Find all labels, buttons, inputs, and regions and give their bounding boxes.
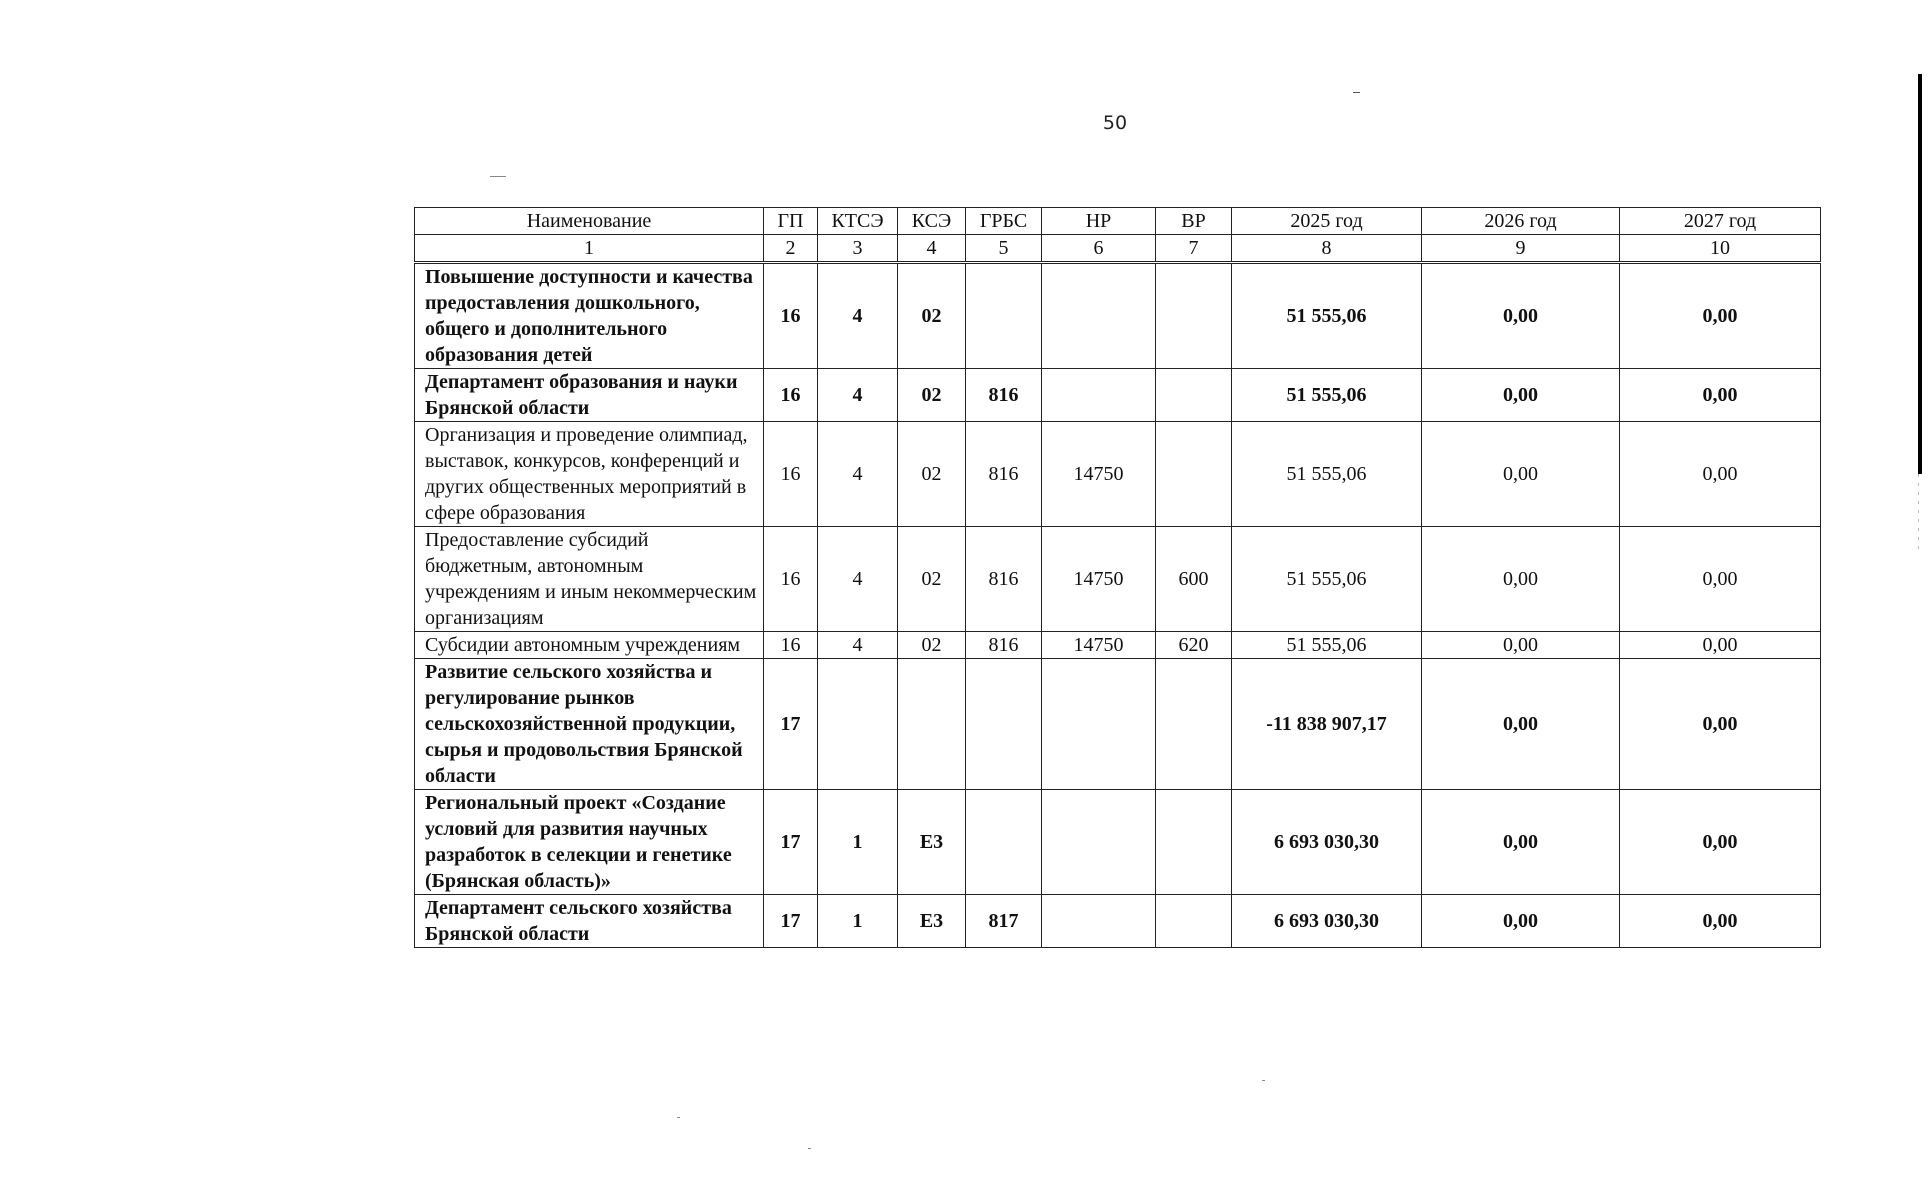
row-name: Региональный проект «Создание условий для развития научных разработок в селекции и генетике (Брянская область)» [415, 790, 764, 895]
row-vr [1156, 263, 1232, 369]
row-nr: 14750 [1042, 632, 1156, 659]
row-grbs: 817 [966, 895, 1042, 948]
row-ktse: 1 [818, 895, 898, 948]
column-number: 8 [1232, 235, 1422, 263]
row-kse: Е3 [898, 790, 966, 895]
row-name: Департамент сельского хозяйства Брянской области [415, 895, 764, 948]
row-2025: 51 555,06 [1232, 422, 1422, 527]
column-number: 9 [1422, 235, 1620, 263]
table-row [415, 659, 1821, 790]
row-gp: 16 [764, 632, 818, 659]
scan-edge-line [1918, 74, 1922, 474]
row-2027: 0,00 [1620, 632, 1821, 659]
row-kse: 02 [898, 632, 966, 659]
budget-table [414, 207, 1821, 948]
column-number: 5 [966, 235, 1042, 263]
header-nr: НР [1042, 208, 1156, 235]
table-row [415, 369, 1821, 422]
row-vr [1156, 369, 1232, 422]
column-number: 3 [818, 235, 898, 263]
header-gp: ГП [764, 208, 818, 235]
row-name: Предоставление субсидий бюджетным, автономным учреждениям и иным некоммерческим организациям [415, 527, 764, 632]
table-row [415, 895, 1821, 948]
row-name: Субсидии автономным учреждениям [415, 632, 764, 659]
row-grbs: 816 [966, 369, 1042, 422]
row-2025: 51 555,06 [1232, 369, 1422, 422]
column-number: 2 [764, 235, 818, 263]
scan-speck [490, 176, 506, 177]
scan-speck [1353, 92, 1360, 93]
row-gp: 17 [764, 790, 818, 895]
header-grbs: ГРБС [966, 208, 1042, 235]
row-nr [1042, 263, 1156, 369]
header-ktse: КТСЭ [818, 208, 898, 235]
row-nr [1042, 369, 1156, 422]
header-name: Наименование [415, 208, 764, 235]
row-2027: 0,00 [1620, 422, 1821, 527]
row-kse: 02 [898, 369, 966, 422]
row-nr: 14750 [1042, 422, 1156, 527]
table-row [415, 527, 1821, 632]
row-ktse: 4 [818, 527, 898, 632]
row-nr: 14750 [1042, 527, 1156, 632]
row-2026: 0,00 [1422, 422, 1620, 527]
row-name: Организация и проведение олимпиад, выставок, конкурсов, конференций и других общественных мероприятий в сфере образования [415, 422, 764, 527]
column-number: 6 [1042, 235, 1156, 263]
row-ktse: 4 [818, 632, 898, 659]
row-2025: 51 555,06 [1232, 527, 1422, 632]
row-kse: 02 [898, 527, 966, 632]
row-ktse: 1 [818, 790, 898, 895]
header-2027: 2027 год [1620, 208, 1821, 235]
row-nr [1042, 895, 1156, 948]
row-vr [1156, 422, 1232, 527]
row-name: Повышение доступности и качества предоставления дошкольного, общего и дополнительного образования детей [415, 263, 764, 369]
row-gp: 16 [764, 263, 818, 369]
row-vr [1156, 895, 1232, 948]
row-2027: 0,00 [1620, 263, 1821, 369]
table-row [415, 632, 1821, 659]
row-nr [1042, 790, 1156, 895]
row-2025: 51 555,06 [1232, 263, 1422, 369]
row-2027: 0,00 [1620, 895, 1821, 948]
scan-edge-faint [1918, 474, 1919, 554]
row-2027: 0,00 [1620, 527, 1821, 632]
page-number: 50 [1102, 112, 1128, 134]
row-name: Развитие сельского хозяйства и регулирование рынков сельскохозяйственной продукции, сырья и продовольствия Брянской области [415, 659, 764, 790]
header-vr: ВР [1156, 208, 1232, 235]
row-vr [1156, 790, 1232, 895]
row-2027: 0,00 [1620, 659, 1821, 790]
row-2027: 0,00 [1620, 790, 1821, 895]
table-row [415, 790, 1821, 895]
row-kse: Е3 [898, 895, 966, 948]
table-header-row [415, 208, 1821, 235]
header-2025: 2025 год [1232, 208, 1422, 235]
row-ktse [818, 659, 898, 790]
column-number: 7 [1156, 235, 1232, 263]
scan-speck [677, 1117, 680, 1118]
row-grbs [966, 263, 1042, 369]
row-grbs: 816 [966, 527, 1042, 632]
column-number: 4 [898, 235, 966, 263]
row-2026: 0,00 [1422, 790, 1620, 895]
scan-speck [808, 1148, 811, 1149]
column-number-row [415, 235, 1821, 263]
row-gp: 16 [764, 527, 818, 632]
row-grbs: 816 [966, 422, 1042, 527]
row-kse: 02 [898, 263, 966, 369]
header-kse: КСЭ [898, 208, 966, 235]
row-2026: 0,00 [1422, 895, 1620, 948]
row-vr [1156, 659, 1232, 790]
scan-speck [1262, 1080, 1265, 1081]
row-gp: 17 [764, 659, 818, 790]
row-2026: 0,00 [1422, 527, 1620, 632]
row-nr [1042, 659, 1156, 790]
row-grbs [966, 659, 1042, 790]
row-ktse: 4 [818, 369, 898, 422]
column-number: 10 [1620, 235, 1821, 263]
row-2025: 6 693 030,30 [1232, 790, 1422, 895]
row-2026: 0,00 [1422, 659, 1620, 790]
row-gp: 17 [764, 895, 818, 948]
row-grbs [966, 790, 1042, 895]
table-row [415, 263, 1821, 369]
row-2025: 6 693 030,30 [1232, 895, 1422, 948]
row-2026: 0,00 [1422, 632, 1620, 659]
row-vr: 620 [1156, 632, 1232, 659]
row-2025: 51 555,06 [1232, 632, 1422, 659]
row-gp: 16 [764, 422, 818, 527]
row-name: Департамент образования и науки Брянской области [415, 369, 764, 422]
row-kse [898, 659, 966, 790]
row-ktse: 4 [818, 422, 898, 527]
row-2027: 0,00 [1620, 369, 1821, 422]
row-2026: 0,00 [1422, 369, 1620, 422]
row-kse: 02 [898, 422, 966, 527]
column-number: 1 [415, 235, 764, 263]
header-2026: 2026 год [1422, 208, 1620, 235]
row-gp: 16 [764, 369, 818, 422]
row-vr: 600 [1156, 527, 1232, 632]
row-ktse: 4 [818, 263, 898, 369]
row-grbs: 816 [966, 632, 1042, 659]
row-2026: 0,00 [1422, 263, 1620, 369]
row-2025: -11 838 907,17 [1232, 659, 1422, 790]
table-row [415, 422, 1821, 527]
